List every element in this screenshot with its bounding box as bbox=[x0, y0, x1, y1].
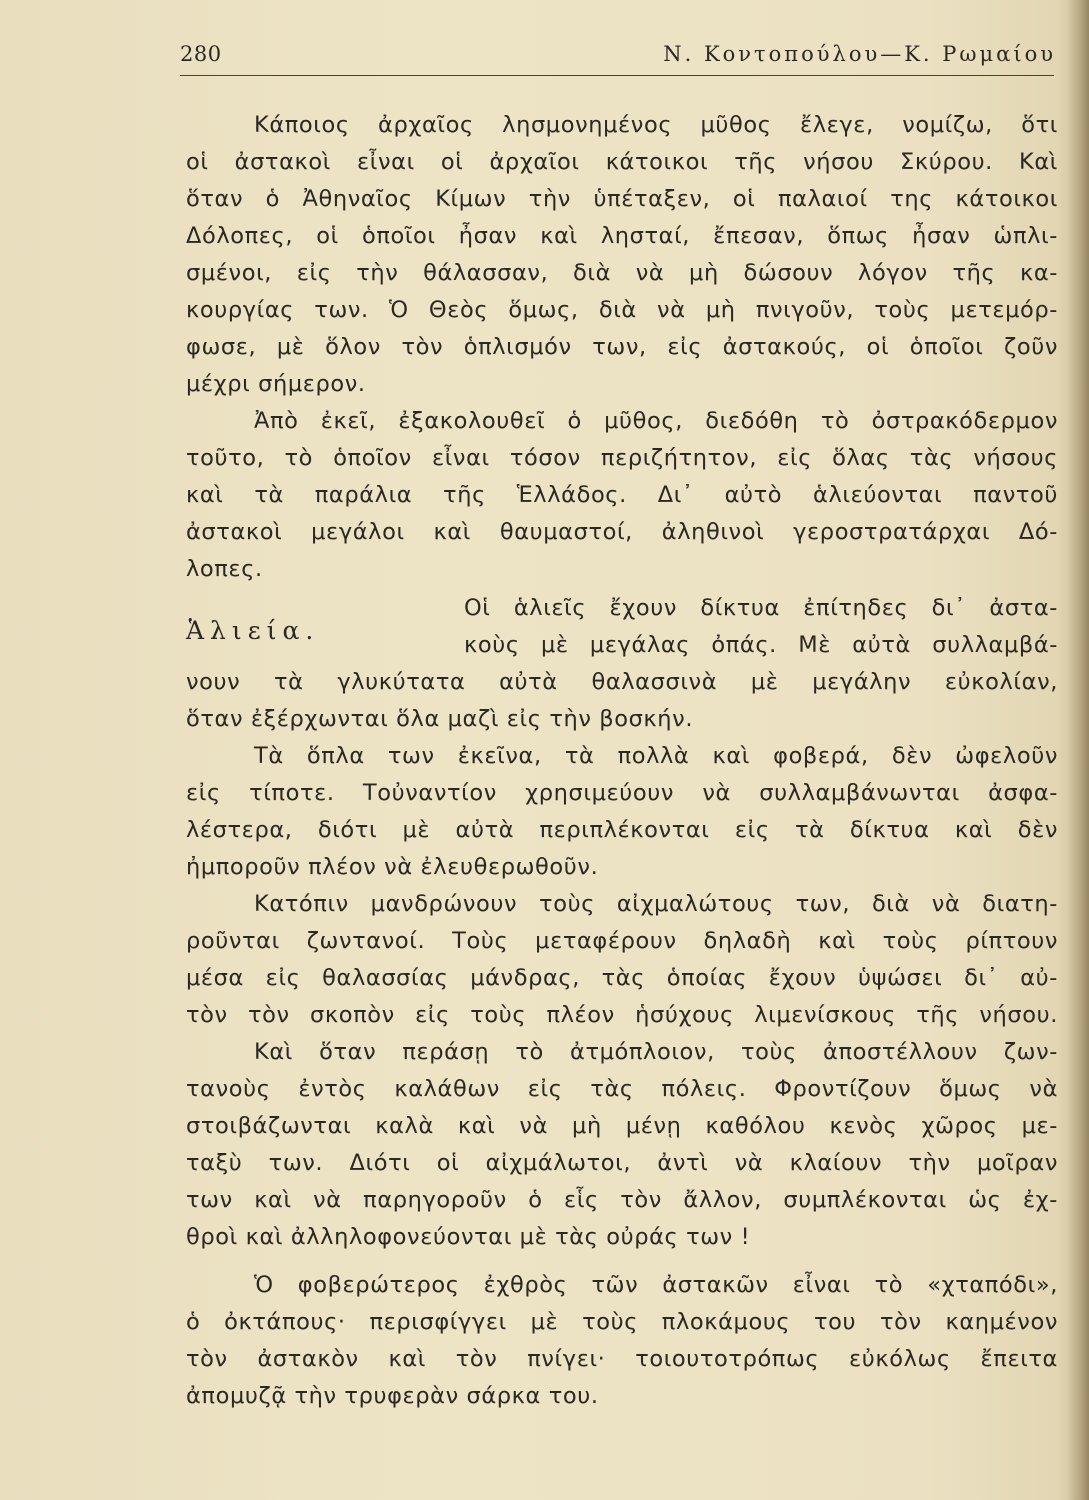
text-line: Ἀπὸ ἐκεῖ, ἐξακολουθεῖ ὁ μῦθος, διεδόθη τὸ ὀστρακόδερμον bbox=[254, 408, 1058, 434]
text-line: Τὰ ὅπλα των ἐκεῖνα, τὰ πολλὰ καὶ φοβερά, δὲν ὠφελοῦν bbox=[254, 743, 1058, 769]
text-line: θροὶ καὶ ἀλληλοφονεύονται μὲ τὰς οὐράς των ! bbox=[186, 1224, 751, 1250]
text-line: οἱ ἀστακοὶ εἶναι οἱ ἀρχαῖοι κάτοικοι τῆς νήσου Σκύρου. Καὶ bbox=[186, 149, 1058, 175]
text-line: Οἱ ἁλιεῖς ἔχουν δίκτυα ἐπίτηδες δι᾽ ἀστα- bbox=[464, 595, 1058, 621]
text-line: μέχρι σήμερον. bbox=[186, 371, 366, 397]
text-line: Κατόπιν μανδρώνουν τοὺς αἰχμαλώτους των, διὰ νὰ διατη- bbox=[254, 891, 1058, 917]
text-line: φωσε, μὲ ὅλον τὸν ὁπλισμόν των, εἰς ἀστακούς, οἱ ὁποῖοι ζοῦν bbox=[186, 334, 1058, 360]
page-edge-shadow bbox=[1067, 0, 1089, 1500]
page-header bbox=[180, 42, 1056, 74]
text-line: Ὁ φοβερώτερος ἐχθρὸς τῶν ἀστακῶν εἶναι τὸ «χταπόδι», bbox=[254, 1272, 1058, 1298]
text-line: μέσα εἰς θαλασσίας μάνδρας, τὰς ὁποίας ἔχουν ὑψώσει δι᾽ αὐ- bbox=[186, 965, 1058, 991]
text-line: ἀπομυζᾷ τὴν τρυφερὰν σάρκα του. bbox=[186, 1383, 599, 1409]
text-line: στοιβάζωνται καλὰ καὶ νὰ μὴ μένῃ καθόλου κενὸς χῶρος με- bbox=[186, 1113, 1058, 1139]
header-rule bbox=[180, 75, 1054, 76]
margin-heading: Ἁλιεία. bbox=[186, 616, 320, 645]
text-line: εἰς τίποτε. Τοὐναντίον χρησιμεύουν νὰ συλλαμβάνωνται ἀσφα- bbox=[186, 780, 1058, 806]
text-line: Καὶ ὅταν περάσῃ τὸ ἀτμόπλοιον, τοὺς ἀποστέλλουν ζων- bbox=[254, 1039, 1058, 1065]
text-line: κοὺς μὲ μεγάλας ὀπάς. Μὲ αὐτὰ συλλαμβά- bbox=[464, 632, 1058, 658]
text-line: νουν τὰ γλυκύτατα αὐτὰ θαλασσινὰ μὲ μεγάλην εὐκολίαν, bbox=[186, 669, 1058, 695]
text-line: ὁ ὀκτάπους· περισφίγγει μὲ τοὺς πλοκάμους του τὸν καημένον bbox=[186, 1309, 1058, 1335]
text-line: σμένοι, εἰς τὴν θάλασσαν, διὰ νὰ μὴ δώσουν λόγον τῆς κα- bbox=[186, 260, 1058, 286]
text-line: τὸν ἀστακὸν καὶ τὸν πνίγει· τοιουτοτρόπως εὐκόλως ἔπειτα bbox=[186, 1346, 1058, 1372]
text-line: λοπες. bbox=[186, 556, 263, 582]
text-line: ἀστακοὶ μεγάλοι καὶ θαυμαστοί, ἀληθινοὶ γεροστρατάρχαι Δό- bbox=[186, 519, 1058, 545]
text-line: των καὶ νὰ παρηγοροῦν ὁ εἷς τὸν ἄλλον, συμπλέκονται ὡς ἐχ- bbox=[186, 1187, 1058, 1213]
text-line: λέστερα, διότι μὲ αὐτὰ περιπλέκονται εἰς τὰ δίκτυα καὶ δὲν bbox=[186, 817, 1058, 843]
text-line: Δόλοπες, οἱ ὁποῖοι ἦσαν καὶ λησταί, ἔπεσαν, ὅπως ἦσαν ὡπλι- bbox=[186, 223, 1058, 249]
text-line: τοῦτο, τὸ ὁποῖον εἶναι τόσον περιζήτητον, εἰς ὅλας τὰς νήσους bbox=[186, 445, 1058, 471]
text-line: κουργίας των. Ὁ Θεὸς ὅμως, διὰ νὰ μὴ πνιγοῦν, τοὺς μετεμόρ- bbox=[186, 297, 1058, 323]
text-line: ροῦνται ζωντανοί. Τοὺς μεταφέρουν δηλαδὴ καὶ τοὺς ρίπτουν bbox=[186, 928, 1058, 954]
text-line: ἠμποροῦν πλέον νὰ ἐλευθερωθοῦν. bbox=[186, 854, 599, 880]
text-line: τανοὺς ἐντὸς καλάθων εἰς τὰς πόλεις. Φροντίζουν ὅμως νὰ bbox=[186, 1076, 1058, 1102]
running-head: Ν. Κοντοπούλου—Κ. Ρωμαίου bbox=[663, 42, 1056, 66]
page-number: 280 bbox=[180, 42, 222, 66]
text-line: ταξὺ των. Διότι οἱ αἰχμάλωτοι, ἀντὶ νὰ κλαίουν τὴν μοῖραν bbox=[186, 1150, 1058, 1176]
text-line: ὅταν ὁ Ἀθηναῖος Κίμων τὴν ὑπέταξεν, οἱ παλαιοί της κάτοικοι bbox=[186, 186, 1058, 212]
text-line: ὅταν ἐξέρχωνται ὅλα μαζὶ εἰς τὴν βοσκήν. bbox=[186, 706, 694, 732]
text-line: Κάποιος ἀρχαῖος λησμονημένος μῦθος ἔλεγε, νομίζω, ὅτι bbox=[254, 112, 1058, 138]
text-line: τὸν τὸν σκοπὸν εἰς τοὺς πλέον ἡσύχους λιμενίσκους τῆς νήσου. bbox=[186, 1002, 1058, 1028]
text-line: καὶ τὰ παράλια τῆς Ἑλλάδος. Δι᾽ αὐτὸ ἁλιεύονται παντοῦ bbox=[186, 482, 1058, 508]
